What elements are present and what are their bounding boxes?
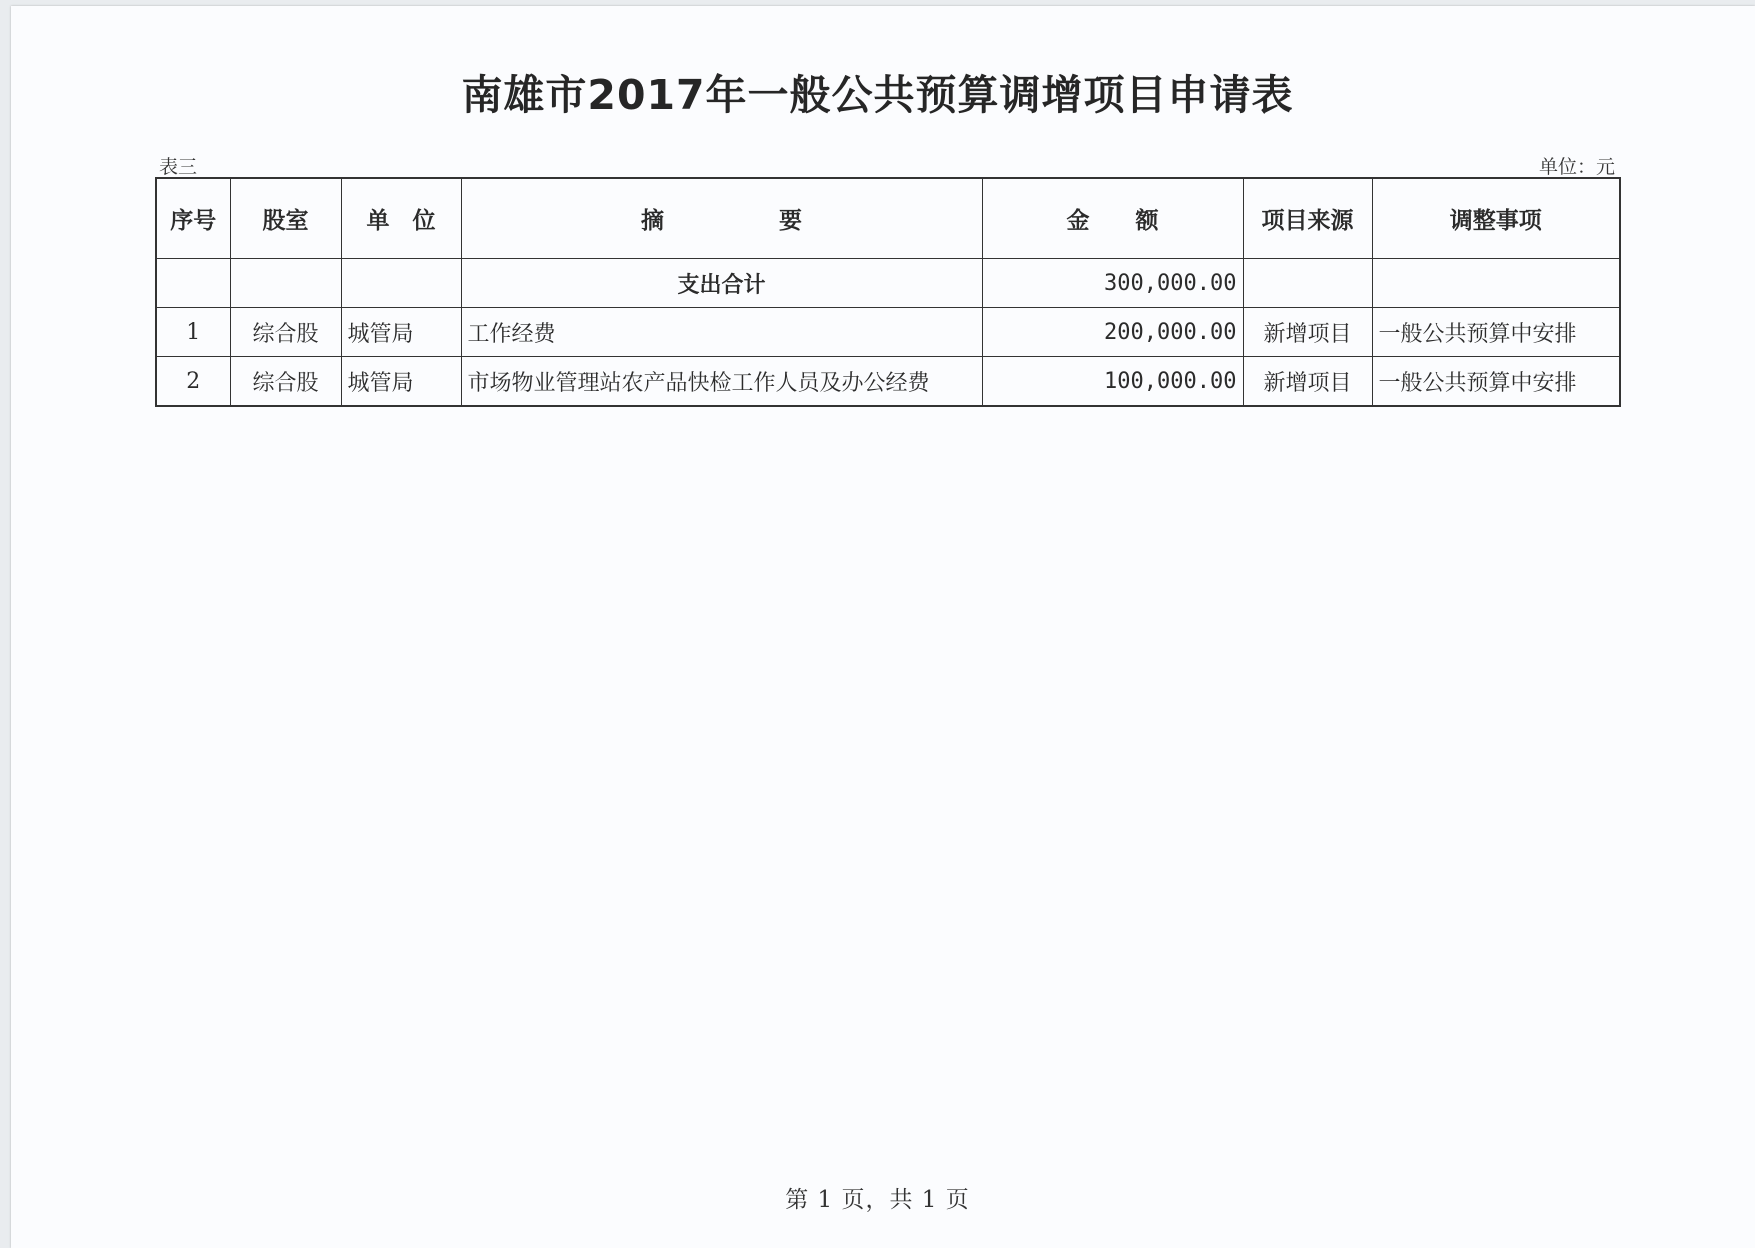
header-source: 项目来源 bbox=[1243, 178, 1372, 259]
unit-label: 单位：元 bbox=[1538, 156, 1615, 178]
budget-table bbox=[155, 177, 1621, 407]
row-index: 2 bbox=[156, 357, 230, 407]
row-adjustment: 一般公共预算中安排 bbox=[1372, 308, 1620, 357]
header-adjustment: 调整事项 bbox=[1372, 178, 1620, 259]
document-title: 南雄市2017年一般公共预算调增项目申请表 bbox=[461, 71, 1294, 119]
row-adjustment: 一般公共预算中安排 bbox=[1372, 357, 1620, 407]
row-section: 综合股 bbox=[230, 308, 341, 357]
row-source: 新增项目 bbox=[1243, 357, 1372, 407]
total-amount: 300,000.00 bbox=[982, 259, 1243, 308]
row-unit: 城管局 bbox=[341, 357, 461, 407]
total-source-cell bbox=[1243, 259, 1372, 308]
row-section: 综合股 bbox=[230, 357, 341, 407]
row-amount: 100,000.00 bbox=[982, 357, 1243, 407]
header-amount: 金 额 bbox=[982, 178, 1243, 259]
row-summary: 市场物业管理站农产品快检工作人员及办公经费 bbox=[461, 357, 982, 407]
header-unit: 单 位 bbox=[341, 178, 461, 259]
total-adjustment-cell bbox=[1372, 259, 1620, 308]
page-number-footer: 第 1 页，共 1 页 bbox=[785, 1187, 970, 1213]
total-index-cell bbox=[156, 259, 230, 308]
total-unit-cell bbox=[341, 259, 461, 308]
row-source: 新增项目 bbox=[1243, 308, 1372, 357]
row-summary: 工作经费 bbox=[461, 308, 982, 357]
header-index: 序号 bbox=[156, 178, 230, 259]
table-header-row bbox=[156, 178, 1620, 259]
total-label: 支出合计 bbox=[461, 259, 982, 308]
total-section-cell bbox=[230, 259, 341, 308]
row-index: 1 bbox=[156, 308, 230, 357]
row-unit: 城管局 bbox=[341, 308, 461, 357]
row-amount: 200,000.00 bbox=[982, 308, 1243, 357]
table-row bbox=[156, 308, 1620, 357]
table-row bbox=[156, 357, 1620, 407]
header-summary: 摘 要 bbox=[461, 178, 982, 259]
total-row bbox=[156, 259, 1620, 308]
header-section: 股室 bbox=[230, 178, 341, 259]
table-label: 表三 bbox=[159, 156, 198, 178]
